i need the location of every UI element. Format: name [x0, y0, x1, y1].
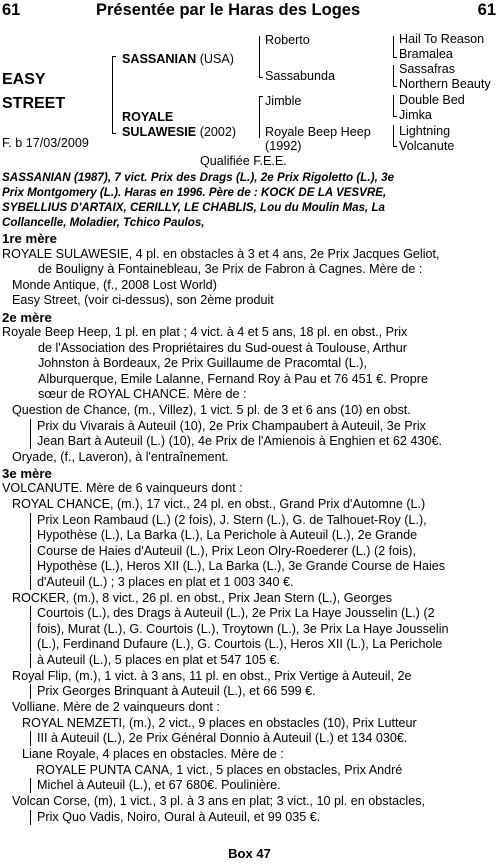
- great-grandsire-2: Bramalea: [399, 47, 453, 61]
- third-dam-line16: ROYAL NEMZETI, (m.), 2 vict., 9 places en obstacles (10), Prix Lutteur: [22, 716, 417, 730]
- lot-number-right: 61: [477, 1, 496, 19]
- gg-bracket-3: [393, 95, 394, 117]
- third-dam-line15: Volliane. Mère de 2 vainqueurs dont :: [12, 700, 220, 714]
- great-grandsire-4: Northern Beauty: [399, 77, 491, 91]
- second-dam-line8: Jean Bart à Auteuil (L.) (10), 4e Prix de l'Amienois à Enghien et 62 430€.: [30, 434, 442, 449]
- third-dam-line11: (L.), Ferdinand Dufaure (L.), G. Courtois (L.), Heros XII (L.), La Perichole: [30, 637, 442, 652]
- second-dam-line2: de l'Association des Propriétaires du Sud-ouest à Toulouse, Arthur: [38, 341, 408, 355]
- grandsire-1: Roberto: [265, 33, 310, 47]
- third-dam-line18: Liane Royale, 4 places en obstacles. Mère de :: [22, 747, 284, 761]
- second-dam-line5: sœur de ROYAL CHANCE. Mère de :: [38, 387, 247, 401]
- sire-para-line1: SASSANIAN (1987), 7 vict. Prix des Drags (L.), 2e Prix Rigoletto (L.), 3e: [2, 171, 395, 184]
- great-grandsire-5: Double Bed: [399, 93, 465, 107]
- third-dam-line22: Prix Quo Vadis, Noiro, Oural à Auteuil, et 99 035 €.: [30, 810, 320, 825]
- gg-bracket-4: [393, 125, 394, 147]
- third-dam-line5: Course de Haies d'Auteuil (L.), Prix Leon Olry-Roederer (L.) (2 fois),: [30, 544, 416, 559]
- third-dam-line10: fois), Murat (L.), G. Courtois (L.), Troytown (L.), 3e Prix La Haye Jousselin: [30, 622, 449, 637]
- second-dam-line3: Johnston à Bordeaux, 2e Prix Guillaume de Pracomtal (L.),: [38, 356, 367, 370]
- third-dam-line9: Courtois (L.), des Drags à Auteuil (L.), 2e Prix La Haye Jousselin (L.) (2: [30, 606, 435, 621]
- page-title: Présentée par le Haras des Loges: [96, 1, 361, 19]
- bracket-tick: [259, 96, 263, 97]
- sire-para-line2: Prix Montgomery (L.). Haras en 1996. Père de : KOCK DE LA VESVRE,: [2, 186, 387, 199]
- third-dam-line2: ROYAL CHANCE, (m.), 17 vict., 24 pl. en obst., Grand Prix d'Automne (L.): [12, 497, 426, 511]
- birth-info: F. b 17/03/2009: [2, 136, 89, 150]
- second-dam-line6: Question de Chance, (m., Villez), 1 vict. 5 pl. de 3 et 6 ans (10) en obst.: [12, 403, 411, 417]
- third-dam-line13: Royal Flip, (m.), 1 vict. à 3 ans, 11 pl. en obst., Prix Vertige à Auteuil, 2e: [12, 669, 412, 683]
- second-dam-line7: Prix du Vivarais à Auteuil (10), 2e Prix Champaubert à Auteuil, 3e Prix: [30, 419, 426, 434]
- bracket-tick: [393, 116, 397, 117]
- sire-name: SASSANIAN (USA): [122, 52, 234, 66]
- third-dam-line12: à Auteuil (L.), 5 places en plat et 547 105 €.: [30, 653, 280, 668]
- first-dam-heading: 1re mère: [2, 231, 57, 246]
- third-dam-line1: VOLCANUTE. Mère de 6 vainqueurs dont :: [2, 481, 243, 495]
- dam-bracket: [259, 96, 260, 138]
- second-dam-line4: Alburquerque, Emile Lalanne, Fernand Roy à Pau et 76 451 €. Propre: [38, 372, 428, 386]
- second-dam-line1: Royale Beep Heep, 1 pl. en plat ; 4 vict. à 4 et 5 ans, 18 pl. en obst., Prix: [2, 325, 408, 339]
- great-grandsire-7: Lightning: [399, 124, 451, 138]
- gg-bracket-1: [393, 36, 394, 58]
- first-dam-line3: Monde Antique, (f., 2008 Lost World): [12, 278, 217, 292]
- grandsire-4-year: (1992): [265, 139, 302, 153]
- bracket-tick: [112, 56, 116, 57]
- bracket-tick: [393, 57, 397, 58]
- third-dam-line21: Volcan Corse, (m), 1 vict., 3 pl. à 3 ans en plat; 3 vict., 10 pl. en obstacles,: [12, 794, 425, 808]
- dam-name-line1: ROYALE: [122, 110, 174, 124]
- first-dam-line2: de Bouligny à Fontainebleau, 3e Prix de Fabron à Cagnes. Mère de :: [38, 262, 423, 276]
- great-grandsire-1: Hail To Reason: [399, 32, 485, 46]
- third-dam-line4: Hypothèse (L.), La Barka (L.), La Perichole à Auteuil (L.), 2e Grande: [30, 528, 417, 543]
- bracket-tick: [393, 86, 397, 87]
- sire-para-line3: SYBELLIUS D'ARTAIX, CERILLY, LE CHABLIS, Lou du Moulin Mas, La: [2, 201, 385, 214]
- box-number: Box 47: [228, 846, 271, 861]
- great-grandsire-6: Jimka: [399, 108, 432, 122]
- bracket-tick: [393, 146, 397, 147]
- bracket-tick: [259, 77, 263, 78]
- grandsire-4: Royale Beep Heep: [265, 125, 371, 139]
- qualification: Qualifiée F.E.E.: [200, 154, 287, 168]
- sire-para-line4: Collancelle, Moladier, Tchico Paulos,: [2, 216, 205, 229]
- first-dam-line4: Easy Street, (voir ci-dessus), son 2ème produit: [12, 293, 274, 307]
- grandsire-3: Jimble: [265, 94, 302, 108]
- third-dam-line17: III à Auteuil (L.), 2e Prix Général Donnio à Auteuil (L.) et 134 030€.: [30, 731, 407, 746]
- great-grandsire-3: Sassafras: [399, 62, 455, 76]
- third-dam-line6: Hypothèse (L.), Heros XII (L.), La Barka (L.), 3e Grande Course de Haies: [30, 559, 445, 574]
- third-dam-line3: Prix Leon Rambaud (L.) (2 fois), J. Stern (L.), G. de Talhouet-Roy (L.),: [30, 513, 427, 528]
- third-dam-line19: ROYALE PUNTA CANA, 1 vict., 5 places en obstacles, Prix André: [36, 763, 403, 777]
- grandsire-2: Sassabunda: [265, 69, 336, 83]
- lot-number-left: 61: [2, 1, 21, 19]
- bracket-tick: [112, 133, 116, 134]
- horse-name-line2: STREET: [2, 95, 66, 112]
- horse-name-line1: EASY: [2, 71, 46, 88]
- third-dam-heading: 3e mère: [2, 466, 52, 481]
- gg-bracket-2: [393, 65, 394, 87]
- pedigree-bracket-main: [112, 56, 113, 134]
- first-dam-line1: ROYALE SULAWESIE, 4 pl. en obstacles à 3 et 4 ans, 2e Prix Jacques Geliot,: [2, 247, 440, 261]
- second-dam-line9: Oryade, (f., Laveron), à l'entraînement.: [12, 450, 229, 464]
- third-dam-line8: ROCKER, (m.), 8 vict., 26 pl. en obst., Prix Jean Stern (L.), Georges: [12, 591, 393, 605]
- great-grandsire-8: Volcanute: [399, 139, 455, 153]
- third-dam-line7: d'Auteuil (L.) ; 3 places en plat et 1 003 340 €.: [30, 575, 294, 590]
- sire-bracket: [259, 36, 260, 78]
- second-dam-heading: 2e mère: [2, 310, 52, 325]
- dam-name-line2: SULAWESIE (2002): [122, 125, 237, 139]
- third-dam-line14: Prix Georges Brinquant à Auteuil (L.), et 66 599 €.: [30, 684, 316, 699]
- third-dam-line20: Michel à Auteuil (L.), et 67 680€. Poulinière.: [30, 778, 281, 793]
